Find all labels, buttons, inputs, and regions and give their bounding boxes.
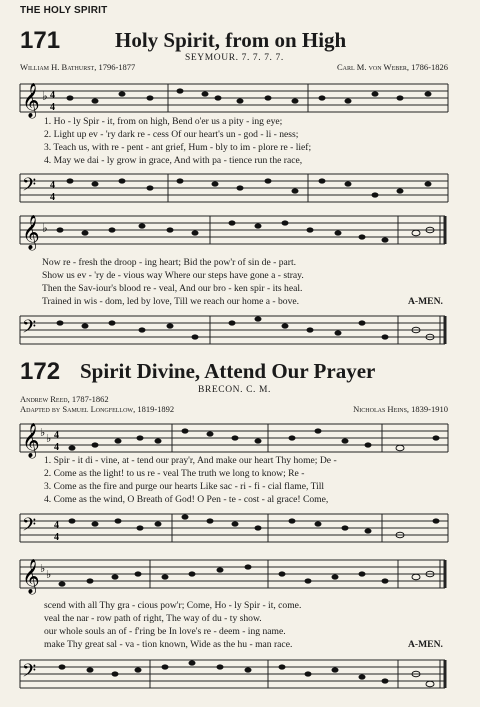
verse-line: make Thy great sal - va - tion known, Wide as the hu - man race.: [44, 639, 293, 650]
treble-staff: [0, 208, 480, 256]
bass-clef-icon: 𝄢: [22, 660, 37, 685]
hymn-number: 172: [20, 358, 61, 385]
verse-line: 4. Come as the wind, O Breath of God! O Pen - te - cost - al grace! Come,: [44, 494, 329, 505]
section-header: THE HOLY SPIRIT: [20, 5, 108, 16]
bass-clef-icon: 𝄢: [22, 174, 37, 199]
treble-staff: [0, 552, 480, 600]
tune-name: SEYMOUR. 7. 7. 7. 7.: [185, 53, 284, 63]
bass-clef-icon: 𝄢: [22, 514, 37, 539]
svg-text:♭: ♭: [46, 569, 52, 581]
verse-line: Then the Sav-iour's blood re - veal, And our bro - ken spir - its heal.: [42, 283, 303, 294]
hymn-number: 171: [20, 27, 61, 54]
verse-line: 1. Ho - ly Spir - it, from on high, Bend o'er us a pity - ing eye;: [44, 116, 283, 127]
verse-line: veal the nar - row path of right, The way of du - ty show.: [44, 613, 262, 624]
bass-staff: [0, 166, 480, 210]
hymn-title: Holy Spirit, from on High: [115, 28, 347, 52]
amen-label: A-MEN.: [408, 296, 443, 307]
svg-text:♭: ♭: [40, 563, 46, 575]
tune-name: BRECON. C. M.: [198, 385, 271, 395]
amen-label: A-MEN.: [408, 639, 443, 650]
treble-clef-icon: 𝄞: [22, 424, 40, 457]
verse-line: Trained in wis - dom, led by love, Till we reach our home a - bove.: [42, 296, 300, 307]
words-credit: William H. Bathurst, 1796-1877: [20, 62, 136, 72]
adapted-credit: Adapted by Samuel Longfellow, 1819-1892: [20, 404, 175, 414]
words-credit: Andrew Reed, 1787-1862: [20, 394, 109, 404]
svg-text:♭: ♭: [40, 427, 46, 439]
svg-text:♭: ♭: [42, 89, 48, 103]
treble-clef-icon: 𝄞: [22, 216, 40, 249]
svg-text:4: 4: [54, 520, 59, 531]
bass-clef-icon: 𝄢: [22, 316, 37, 341]
verse-line: 4. May we dai - ly grow in grace, And with pa - tience run the race,: [44, 155, 303, 166]
verse-line: Now re - fresh the droop - ing heart; Bid the pow'r of sin de - part.: [42, 257, 297, 268]
verse-line: 1. Spir - it di - vine, at - tend our pray'r, And make our heart Thy home; De -: [44, 455, 337, 466]
verse-line: 2. Come as the light! to us re - veal The truth we long to know; Re -: [44, 468, 305, 479]
svg-text:4: 4: [54, 442, 59, 453]
verse-line: Show us ev - 'ry de - vious way Where our steps have gone a - stray.: [42, 270, 304, 281]
music-credit: Carl M. von Weber, 1786-1826: [336, 62, 448, 72]
bass-staff: [0, 652, 480, 696]
svg-text:4: 4: [54, 430, 59, 441]
hymn-title: Spirit Divine, Attend Our Prayer: [80, 359, 376, 383]
svg-text:4: 4: [50, 180, 55, 191]
verse-line: scend with all Thy gra - cious pow'r; Come, Ho - ly Spir - it, come.: [44, 600, 302, 611]
svg-text:4: 4: [54, 532, 59, 543]
bass-staff: [0, 308, 480, 350]
verse-line: 2. Light up ev - 'ry dark re - cess Of our heart's un - god - li - ness;: [44, 129, 299, 140]
bass-staff: [0, 506, 480, 550]
verse-line: our whole souls an of - f'ring be In love's re - deem - ing name.: [44, 626, 286, 637]
svg-text:4: 4: [50, 102, 55, 113]
svg-text:4: 4: [50, 192, 55, 203]
treble-clef-icon: 𝄞: [22, 560, 40, 593]
verse-line: 3. Come as the fire and purge our hearts Like sac - ri - fi - cial flame, Till: [44, 481, 325, 492]
svg-text:♭: ♭: [46, 433, 52, 445]
svg-text:♭: ♭: [42, 221, 48, 235]
treble-clef-icon: 𝄞: [22, 84, 40, 117]
music-credit: Nicholas Heins, 1839-1910: [353, 404, 448, 414]
svg-text:4: 4: [50, 90, 55, 101]
verse-line: 3. Teach us, with re - pent - ant grief, Hum - bly to im - plore re - lief;: [44, 142, 312, 153]
